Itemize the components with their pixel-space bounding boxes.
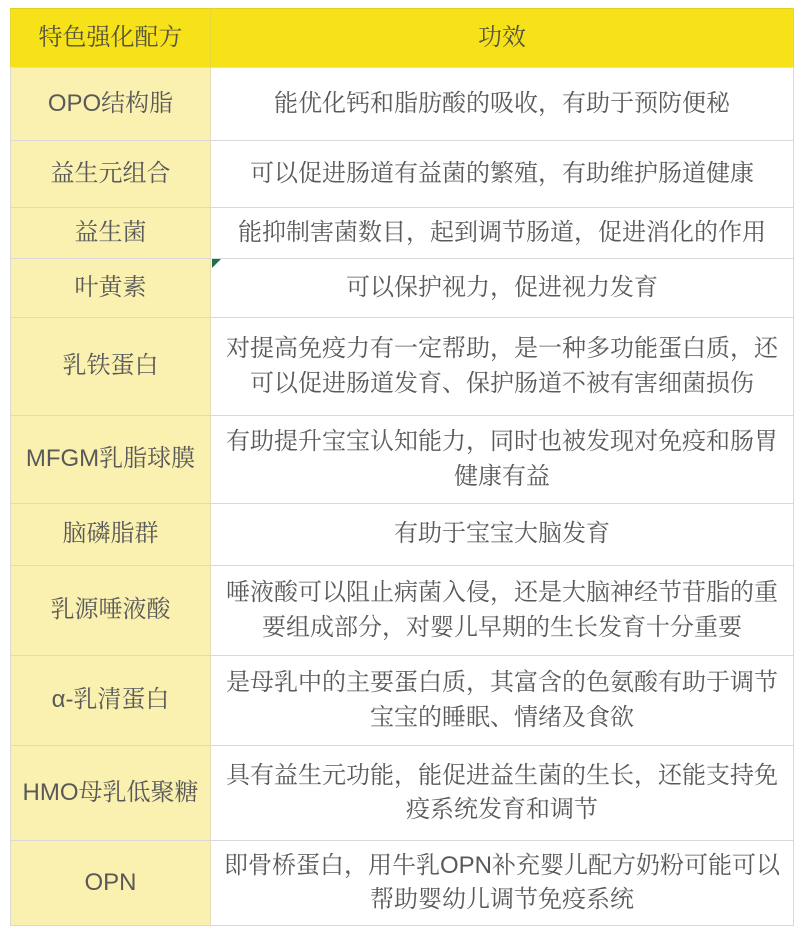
formula-name-cell: OPN — [11, 841, 211, 926]
column-header-effect: 功效 — [211, 9, 794, 68]
formula-efficacy-table — [10, 8, 794, 926]
formula-name-cell: HMO母乳低聚糖 — [11, 746, 211, 841]
green-corner-triangle-icon — [212, 259, 221, 268]
table-row — [11, 259, 794, 318]
effect-text: 可以保护视力，促进视力发育 — [346, 273, 658, 301]
table-row — [11, 208, 794, 259]
effect-cell: 能抑制害菌数目，起到调节肠道，促进消化的作用 — [211, 208, 794, 259]
effect-cell: 有助于宝宝大脑发育 — [211, 504, 794, 566]
effect-cell: 是母乳中的主要蛋白质，其富含的色氨酸有助于调节宝宝的睡眠、情绪及食欲 — [211, 656, 794, 746]
header-row — [11, 9, 794, 68]
table-row — [11, 318, 794, 416]
table-row — [11, 504, 794, 566]
formula-name-cell: 脑磷脂群 — [11, 504, 211, 566]
effect-cell: 即骨桥蛋白，用牛乳OPN补充婴儿配方奶粉可能可以帮助婴幼儿调节免疫系统 — [211, 841, 794, 926]
table-row — [11, 656, 794, 746]
formula-name-cell: OPO结构脂 — [11, 68, 211, 141]
effect-cell: 对提高免疫力有一定帮助，是一种多功能蛋白质，还可以促进肠道发育、保护肠道不被有害细菌损伤 — [211, 318, 794, 416]
formula-name-cell: MFGM乳脂球膜 — [11, 416, 211, 504]
effect-cell: 能优化钙和脂肪酸的吸收，有助于预防便秘 — [211, 68, 794, 141]
formula-name-cell: 益生元组合 — [11, 141, 211, 208]
table-row — [11, 841, 794, 926]
effect-cell — [211, 259, 794, 318]
table-row — [11, 746, 794, 841]
formula-name-cell: 乳铁蛋白 — [11, 318, 211, 416]
formula-name-cell: 乳源唾液酸 — [11, 566, 211, 656]
formula-name-cell: α-乳清蛋白 — [11, 656, 211, 746]
table-row — [11, 416, 794, 504]
effect-cell: 可以促进肠道有益菌的繁殖，有助维护肠道健康 — [211, 141, 794, 208]
column-header-formula: 特色强化配方 — [11, 9, 211, 68]
table-row — [11, 566, 794, 656]
effect-cell: 唾液酸可以阻止病菌入侵，还是大脑神经节苷脂的重要组成部分，对婴儿早期的生长发育十分重要 — [211, 566, 794, 656]
effect-cell: 具有益生元功能，能促进益生菌的生长，还能支持免疫系统发育和调节 — [211, 746, 794, 841]
table-row — [11, 68, 794, 141]
effect-cell: 有助提升宝宝认知能力，同时也被发现对免疫和肠胃健康有益 — [211, 416, 794, 504]
formula-name-cell: 益生菌 — [11, 208, 211, 259]
table-row — [11, 141, 794, 208]
formula-name-cell: 叶黄素 — [11, 259, 211, 318]
